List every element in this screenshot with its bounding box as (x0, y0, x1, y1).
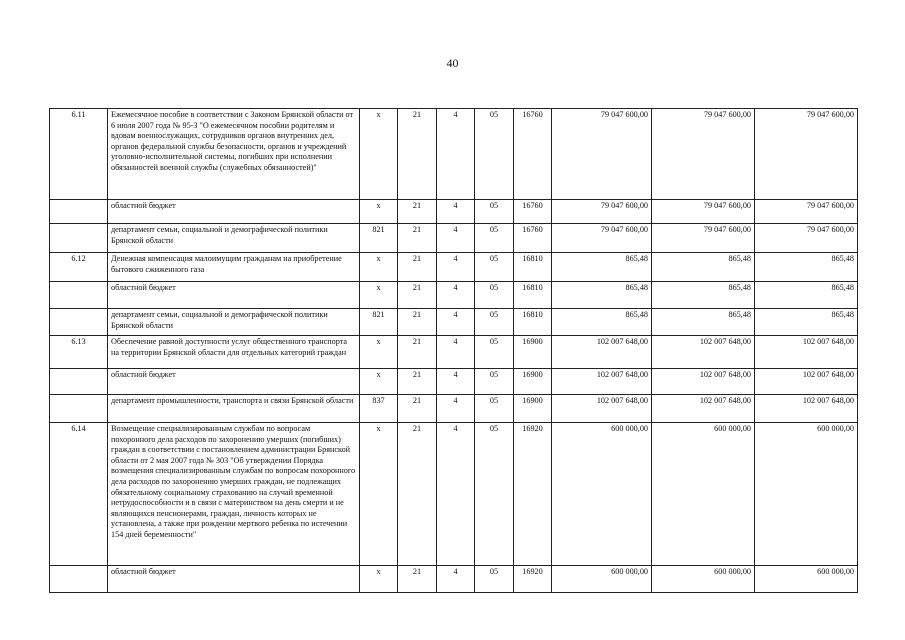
amount-2: 865,48 (652, 309, 755, 336)
class-code: 05 (475, 369, 514, 395)
amount-3: 865,48 (755, 282, 858, 309)
class-code: 05 (475, 423, 514, 566)
chapter-code: 21 (398, 309, 437, 336)
class-code: 05 (475, 253, 514, 282)
table-row (50, 200, 858, 224)
target-code: 16810 (514, 253, 552, 282)
row-number (50, 282, 108, 309)
class-code: 05 (475, 282, 514, 309)
subprogram-code: 4 (437, 336, 475, 369)
amount-1: 600 000,00 (552, 566, 652, 593)
subprogram-code: 4 (437, 369, 475, 395)
table-row (50, 282, 858, 309)
row-number: 6.14 (50, 423, 108, 566)
table-row (50, 253, 858, 282)
amount-1: 600 000,00 (552, 423, 652, 566)
item-name: областной бюджет (108, 566, 360, 593)
target-code: 16920 (514, 423, 552, 566)
amount-1: 865,48 (552, 309, 652, 336)
table-row (50, 224, 858, 253)
amount-3: 865,48 (755, 309, 858, 336)
row-number (50, 309, 108, 336)
table-row (50, 309, 858, 336)
grbs-code: х (360, 109, 398, 200)
amount-1: 865,48 (552, 253, 652, 282)
target-code: 16810 (514, 309, 552, 336)
amount-2: 79 047 600,00 (652, 109, 755, 200)
item-name: департамент семьи, социальной и демографической политики Брянской области (108, 224, 360, 253)
grbs-code: 821 (360, 224, 398, 253)
class-code: 05 (475, 200, 514, 224)
item-name: Ежемесячное пособие в соответствии с Законом Брянской области от 6 июля 2007 года № 95-З "О ежемесячном пособии родителям и вдовам военнослужащих, сотрудников органов внутренних дел, органов федеральной службы безопасности, органов и учреждений уголовно-исполнительной системы, погибших при исполнении обязанностей военной службы (служебных обязанностей)" (108, 109, 360, 200)
amount-1: 79 047 600,00 (552, 200, 652, 224)
amount-2: 600 000,00 (652, 423, 755, 566)
item-name: Обеспечение равной доступности услуг общественного транспорта на территории Брянской области для отдельных категорий граждан (108, 336, 360, 369)
grbs-code: 821 (360, 309, 398, 336)
item-name: областной бюджет (108, 369, 360, 395)
table-row (50, 566, 858, 593)
grbs-code: х (360, 282, 398, 309)
amount-3: 102 007 648,00 (755, 336, 858, 369)
subprogram-code: 4 (437, 395, 475, 423)
grbs-code: х (360, 369, 398, 395)
row-number: 6.11 (50, 109, 108, 200)
amount-3: 79 047 600,00 (755, 224, 858, 253)
class-code: 05 (475, 566, 514, 593)
grbs-code: 837 (360, 395, 398, 423)
row-number: 6.13 (50, 336, 108, 369)
amount-1: 102 007 648,00 (552, 395, 652, 423)
chapter-code: 21 (398, 200, 437, 224)
chapter-code: 21 (398, 282, 437, 309)
subprogram-code: 4 (437, 423, 475, 566)
class-code: 05 (475, 309, 514, 336)
grbs-code: х (360, 253, 398, 282)
subprogram-code: 4 (437, 282, 475, 309)
amount-3: 865,48 (755, 253, 858, 282)
row-number (50, 200, 108, 224)
grbs-code: х (360, 200, 398, 224)
amount-3: 79 047 600,00 (755, 109, 858, 200)
amount-2: 102 007 648,00 (652, 369, 755, 395)
target-code: 16760 (514, 200, 552, 224)
chapter-code: 21 (398, 566, 437, 593)
chapter-code: 21 (398, 423, 437, 566)
class-code: 05 (475, 336, 514, 369)
row-number (50, 566, 108, 593)
amount-2: 79 047 600,00 (652, 224, 755, 253)
table-row (50, 395, 858, 423)
chapter-code: 21 (398, 109, 437, 200)
target-code: 16810 (514, 282, 552, 309)
subprogram-code: 4 (437, 253, 475, 282)
amount-2: 102 007 648,00 (652, 336, 755, 369)
amount-1: 79 047 600,00 (552, 224, 652, 253)
table-row (50, 369, 858, 395)
budget-table (49, 108, 858, 593)
class-code: 05 (475, 109, 514, 200)
item-name: департамент семьи, социальной и демографической политики Брянской области (108, 309, 360, 336)
subprogram-code: 4 (437, 224, 475, 253)
amount-3: 102 007 648,00 (755, 369, 858, 395)
grbs-code: х (360, 566, 398, 593)
target-code: 16920 (514, 566, 552, 593)
table-row (50, 109, 858, 200)
amount-1: 102 007 648,00 (552, 336, 652, 369)
class-code: 05 (475, 224, 514, 253)
row-number (50, 224, 108, 253)
amount-3: 79 047 600,00 (755, 200, 858, 224)
amount-3: 600 000,00 (755, 423, 858, 566)
row-number (50, 395, 108, 423)
amount-1: 102 007 648,00 (552, 369, 652, 395)
chapter-code: 21 (398, 253, 437, 282)
item-name: областной бюджет (108, 282, 360, 309)
amount-2: 79 047 600,00 (652, 200, 755, 224)
target-code: 16900 (514, 395, 552, 423)
amount-2: 865,48 (652, 282, 755, 309)
item-name: департамент промышленности, транспорта и связи Брянской области (108, 395, 360, 423)
grbs-code: х (360, 423, 398, 566)
table-row (50, 423, 858, 566)
subprogram-code: 4 (437, 566, 475, 593)
item-name: областной бюджет (108, 200, 360, 224)
chapter-code: 21 (398, 336, 437, 369)
chapter-code: 21 (398, 369, 437, 395)
amount-1: 79 047 600,00 (552, 109, 652, 200)
amount-2: 102 007 648,00 (652, 395, 755, 423)
grbs-code: х (360, 336, 398, 369)
subprogram-code: 4 (437, 309, 475, 336)
subprogram-code: 4 (437, 200, 475, 224)
table-row (50, 336, 858, 369)
target-code: 16900 (514, 336, 552, 369)
subprogram-code: 4 (437, 109, 475, 200)
amount-3: 102 007 648,00 (755, 395, 858, 423)
amount-1: 865,48 (552, 282, 652, 309)
chapter-code: 21 (398, 224, 437, 253)
item-name: Денежная компенсация малоимущим гражданам на приобретение бытового сжиженного газа (108, 253, 360, 282)
amount-2: 865,48 (652, 253, 755, 282)
class-code: 05 (475, 395, 514, 423)
target-code: 16760 (514, 109, 552, 200)
item-name: Возмещение специализированным службам по вопросам похоронного дела расходов по захоронению умерших (погибших) граждан в соответствии с постановлением администрации Брянской области от 2 мая 2007 года № 303 "Об утверждении Порядка возмещения специализированным службам по вопросам похоронного дела расходов по захоронению умерших граждан, не подлежащих обязательному социальному страхованию на случай временной нетрудоспособности и в связи с материнством на день смерти и не являющихся пенсионерами, граждан, личность которых не установлена, а также при рождении мертвого ребенка по истечении 154 дней беременности" (108, 423, 360, 566)
row-number: 6.12 (50, 253, 108, 282)
page-number: 40 (446, 56, 459, 70)
chapter-code: 21 (398, 395, 437, 423)
row-number (50, 369, 108, 395)
target-code: 16900 (514, 369, 552, 395)
amount-3: 600 000,00 (755, 566, 858, 593)
target-code: 16760 (514, 224, 552, 253)
amount-2: 600 000,00 (652, 566, 755, 593)
